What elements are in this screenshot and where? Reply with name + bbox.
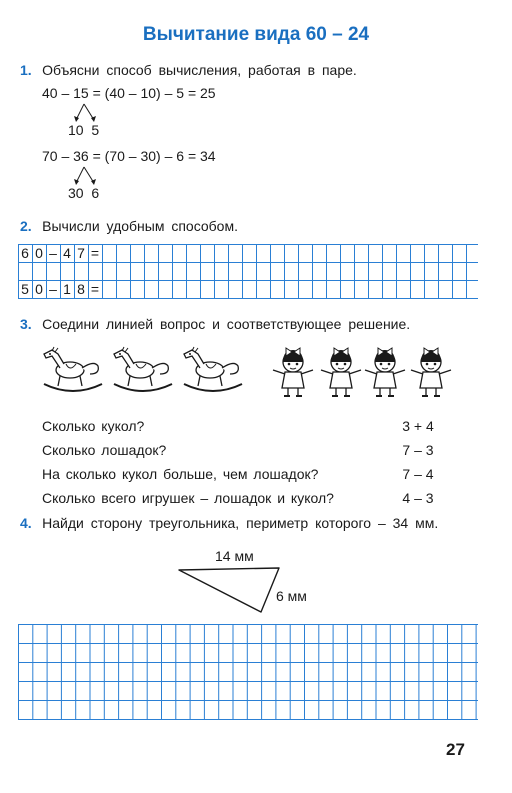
task-text: Найди сторону треугольника, периметр которого – 34 мм. — [42, 515, 439, 531]
doll-icon — [362, 344, 408, 405]
split-arrows-2 — [60, 165, 120, 187]
split-part: 30 — [68, 185, 84, 201]
task-text: Объясни способ вычисления, работая в паре. — [42, 62, 357, 78]
split-part: 10 — [68, 122, 84, 138]
doll-icon — [408, 344, 454, 405]
answer-item[interactable]: 4 – 3 — [402, 490, 434, 506]
rocking-horse-icon — [110, 346, 176, 399]
questions-list — [42, 414, 334, 510]
answers-list — [388, 414, 448, 510]
grid-cell: 7 — [77, 245, 85, 261]
grid-cell: = — [90, 245, 100, 261]
page-title: Вычитание вида 60 – 24 — [142, 24, 370, 45]
task-1 — [20, 62, 357, 80]
example-1: 40 – 15 = (40 – 10) – 5 = 25 — [42, 85, 216, 101]
rocking-horse-icon — [180, 346, 246, 399]
task-3 — [20, 316, 410, 334]
grid-cell: 4 — [63, 245, 71, 261]
grid-cell: = — [90, 281, 100, 297]
split-arrows-1 — [60, 102, 120, 124]
doll-icon — [318, 344, 364, 405]
task-number: 4. — [20, 515, 32, 531]
grid-task-4[interactable] — [18, 624, 480, 720]
task-number: 3. — [20, 316, 32, 332]
example-2: 70 – 36 = (70 – 30) – 6 = 34 — [42, 148, 216, 164]
question-item[interactable]: На сколько кукол больше, чем лошадок? — [42, 466, 319, 482]
grid-cell: 8 — [77, 281, 85, 297]
task-number: 1. — [20, 62, 32, 78]
question-item[interactable]: Сколько кукол? — [42, 418, 145, 434]
grid-cell: 0 — [35, 245, 43, 261]
question-item[interactable]: Сколько лошадок? — [42, 442, 167, 458]
split-part: 5 — [91, 122, 100, 138]
split-part: 6 — [91, 185, 100, 201]
grid-cell: 1 — [63, 281, 71, 297]
answer-item[interactable]: 3 + 4 — [402, 418, 434, 434]
grid-cell: – — [49, 245, 57, 261]
side-label-top: 14 мм — [215, 548, 254, 564]
task-text: Соедини линией вопрос и соответствующее решение. — [42, 316, 411, 332]
split-1 — [68, 122, 99, 138]
grid-cell: 5 — [21, 281, 29, 297]
side-label-right: 6 мм — [276, 588, 307, 604]
question-item[interactable]: Сколько всего игрушек – лошадок и кукол? — [42, 490, 334, 506]
rocking-horse-icon — [40, 346, 106, 399]
grid-cell: 0 — [35, 281, 43, 297]
answer-item[interactable]: 7 – 4 — [402, 466, 434, 482]
task-2 — [20, 218, 238, 236]
grid-cell: – — [49, 281, 57, 297]
page-number: 27 — [446, 740, 465, 759]
triangle-figure — [175, 560, 285, 620]
split-2 — [68, 185, 99, 201]
task-text: Вычисли удобным способом. — [42, 218, 238, 234]
task-4 — [20, 515, 438, 533]
answer-item[interactable]: 7 – 3 — [402, 442, 434, 458]
task-number: 2. — [20, 218, 32, 234]
grid-cell: 6 — [21, 245, 29, 261]
doll-icon — [270, 344, 316, 405]
